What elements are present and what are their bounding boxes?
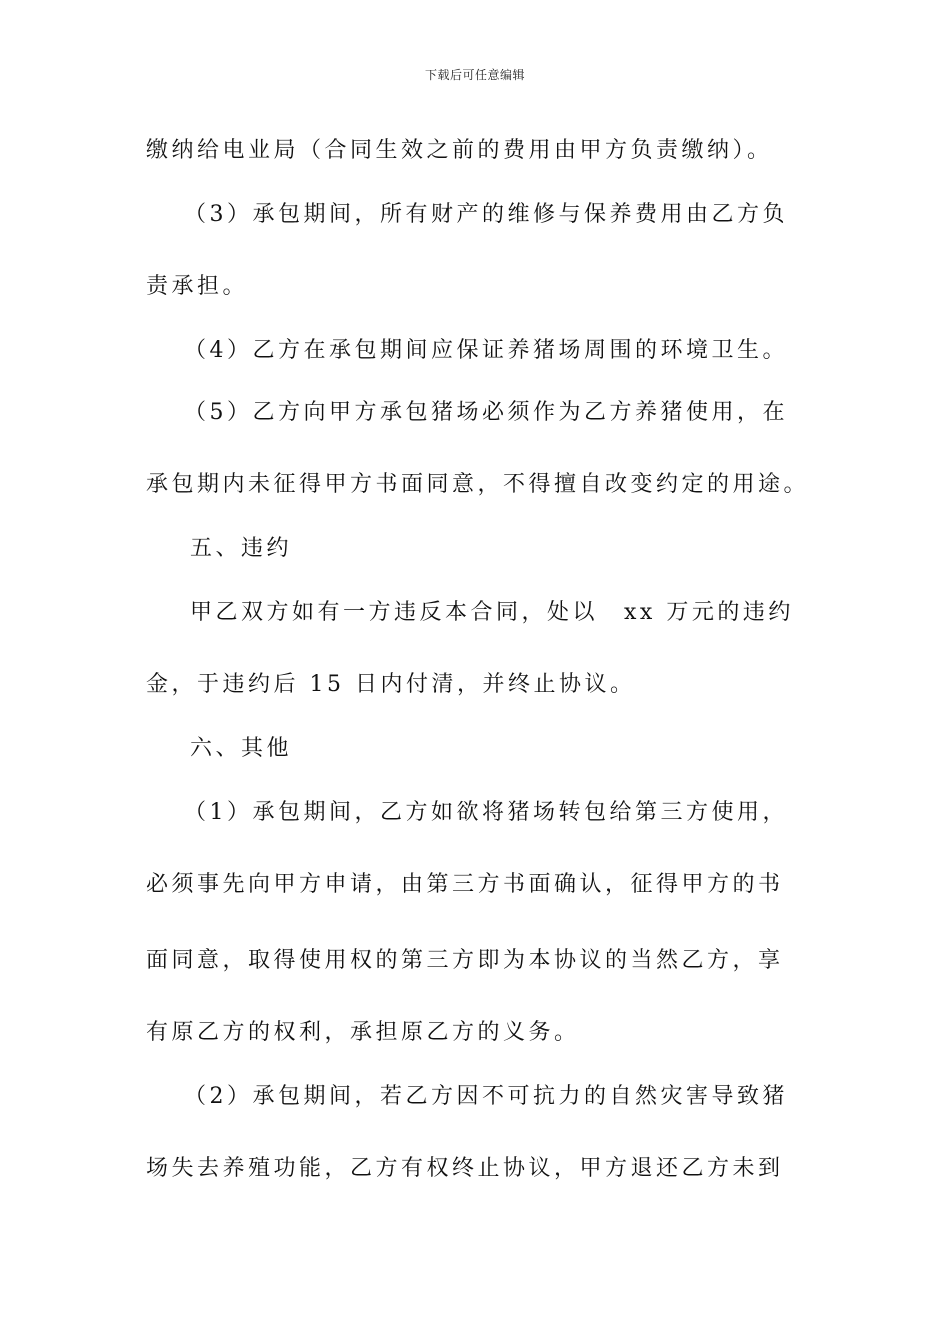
page-header-note: 下载后可任意编辑	[424, 68, 525, 82]
section-heading-breach: 五、违约	[190, 536, 293, 561]
paragraph-line	[190, 598, 794, 628]
paragraph-line: （3）承包期间，所有财产的维修与保养费用由乙方负	[184, 202, 788, 227]
paragraph-line: 金，于违约后 15 日内付清，并终止协议。	[146, 672, 636, 697]
section-heading-other: 六、其他	[190, 736, 293, 761]
paragraph-line: （2）承包期间，若乙方因不可抗力的自然灾害导致猪	[184, 1084, 788, 1109]
paragraph-line: 场失去养殖功能，乙方有权终止协议，甲方退还乙方未到	[146, 1156, 784, 1181]
paragraph-line: 有原乙方的权利，承担原乙方的义务。	[146, 1020, 580, 1045]
paragraph-line: （5）乙方向甲方承包猪场必须作为乙方养猪使用，在	[184, 400, 788, 425]
paragraph-line: 责承担。	[146, 274, 249, 299]
paragraph-line: 面同意，取得使用权的第三方即为本协议的当然乙方，享	[146, 948, 784, 973]
paragraph-line: （1）承包期间，乙方如欲将猪场转包给第三方使用，	[184, 800, 788, 825]
paragraph-line: 缴纳给电业局（合同生效之前的费用由甲方负责缴纳）。	[146, 138, 773, 163]
breach-text-part2: xx 万元的违约	[624, 600, 794, 625]
breach-text-part1: 甲乙双方如有一方违反本合同，处以	[190, 600, 599, 625]
paragraph-line: （4）乙方在承包期间应保证养猪场周围的环境卫生。	[184, 338, 788, 363]
paragraph-line: 承包期内未征得甲方书面同意，不得擅自改变约定的用途。	[146, 472, 810, 497]
paragraph-line: 必须事先向甲方申请，由第三方书面确认，征得甲方的书	[146, 872, 784, 897]
